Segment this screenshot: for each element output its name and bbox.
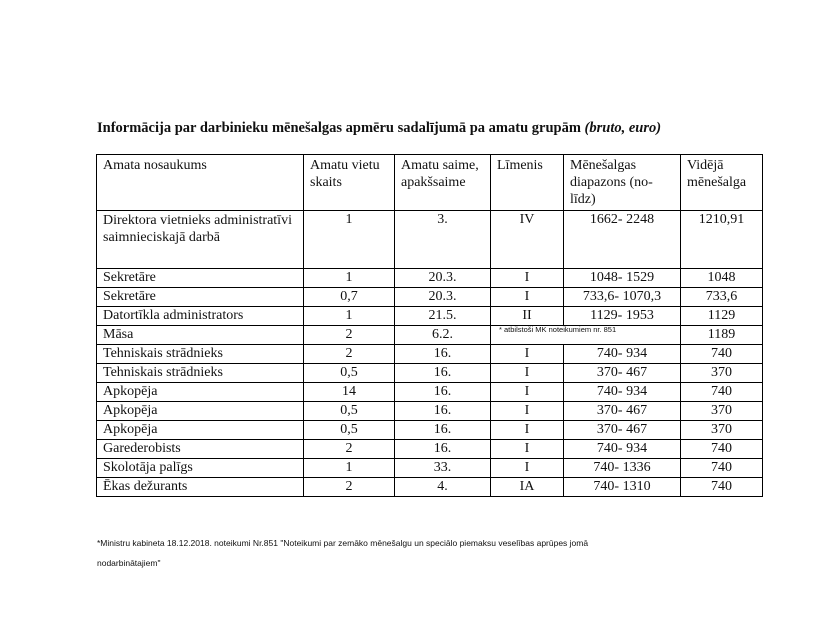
table-cell: Apkopēja (97, 421, 304, 440)
table-cell: 1048- 1529 (564, 269, 681, 288)
table-cell: 2 (304, 345, 395, 364)
table-row (97, 307, 763, 326)
table-cell: Apkopēja (97, 383, 304, 402)
table-cell: 740 (681, 478, 763, 497)
table-cell: 6.2. (395, 326, 491, 345)
title-text: Informācija par darbinieku mēnešalgas apmēru sadalījumā pa amatu grupām (97, 120, 581, 136)
table-cell: 740- 1310 (564, 478, 681, 497)
table-cell: 370- 467 (564, 421, 681, 440)
header-cell: Amatu saime, apakšsaime (395, 155, 491, 211)
table-cell: 0,7 (304, 288, 395, 307)
header-cell: Amata nosaukums (97, 155, 304, 211)
header-cell: Vidējā mēnešalga (681, 155, 763, 211)
table-cell: 1 (304, 269, 395, 288)
masa-note: * atbilstoši MK noteikumiem nr. 851 (499, 325, 617, 334)
table-cell: 740 (681, 459, 763, 478)
table-cell: IA (491, 478, 564, 497)
table-cell: I (491, 440, 564, 459)
document-title (97, 120, 661, 137)
table-cell: 1048 (681, 269, 763, 288)
table-row (97, 269, 763, 288)
header-cell: Līmenis (491, 155, 564, 211)
table-cell: Garederobists (97, 440, 304, 459)
table-row (97, 345, 763, 364)
table-cell: 16. (395, 421, 491, 440)
table-cell: 740 (681, 383, 763, 402)
table-row (97, 211, 763, 269)
table-cell: 16. (395, 383, 491, 402)
table-cell: I (491, 364, 564, 383)
table-cell: 2 (304, 478, 395, 497)
table-cell: I (491, 345, 564, 364)
table-cell: 1129- 1953 (564, 307, 681, 326)
table-cell: 740- 934 (564, 440, 681, 459)
table-cell: 4. (395, 478, 491, 497)
table-body (97, 211, 763, 497)
table-cell: 0,5 (304, 364, 395, 383)
table-cell: 1662- 2248 (564, 211, 681, 269)
table-cell: 740 (681, 345, 763, 364)
table-cell: 0,5 (304, 402, 395, 421)
table-cell: Apkopēja (97, 402, 304, 421)
table-cell: 740- 1336 (564, 459, 681, 478)
table-cell: I (491, 421, 564, 440)
footnote-line-1: *Ministru kabineta 18.12.2018. noteikumi Nr.851 "Noteikumi par zemāko mēnešalgu un speciālo piemaksu veselības aprūpes jomā (97, 538, 589, 548)
table-cell: 3. (395, 211, 491, 269)
table-cell: 740- 934 (564, 345, 681, 364)
table-cell: I (491, 459, 564, 478)
table-cell: Tehniskais strādnieks (97, 345, 304, 364)
table-cell: 16. (395, 440, 491, 459)
table-cell: Skolotāja palīgs (97, 459, 304, 478)
table-cell: 370 (681, 421, 763, 440)
table-cell: Direktora vietnieks administratīvi saimnieciskajā darbā (97, 211, 304, 269)
table-cell: 16. (395, 364, 491, 383)
table-cell: Sekretāre (97, 269, 304, 288)
header-cell: Mēnešalgas diapazons (no-līdz) (564, 155, 681, 211)
table-cell: Sekretāre (97, 288, 304, 307)
header-cell: Amatu vietu skaits (304, 155, 395, 211)
footnote-line-2: nodarbinātajiem" (97, 558, 161, 568)
table-row (97, 383, 763, 402)
table-cell: 1 (304, 211, 395, 269)
table-cell: II (491, 307, 564, 326)
table-cell: Māsa (97, 326, 304, 345)
table-cell: 33. (395, 459, 491, 478)
table-cell: Ēkas dežurants (97, 478, 304, 497)
table-cell: 740- 934 (564, 383, 681, 402)
table-row (97, 402, 763, 421)
header-row (97, 155, 763, 211)
table-cell: 733,6- 1070,3 (564, 288, 681, 307)
table-cell: Datortīkla administrators (97, 307, 304, 326)
table-cell: 740 (681, 440, 763, 459)
table-cell: 370 (681, 402, 763, 421)
table-row (97, 440, 763, 459)
table-cell: 1129 (681, 307, 763, 326)
table-cell: 20.3. (395, 288, 491, 307)
table-cell: 733,6 (681, 288, 763, 307)
table-cell: 370- 467 (564, 402, 681, 421)
table-cell: 16. (395, 345, 491, 364)
table-cell: 2 (304, 440, 395, 459)
table-cell: I (491, 402, 564, 421)
table-cell: 0,5 (304, 421, 395, 440)
table-cell: 14 (304, 383, 395, 402)
masa-note-cell (491, 326, 681, 345)
table-cell: 1189 (681, 326, 763, 345)
table-cell: 370 (681, 364, 763, 383)
table-cell: I (491, 269, 564, 288)
table-cell: 1210,91 (681, 211, 763, 269)
table-cell: I (491, 288, 564, 307)
table-cell: Tehniskais strādnieks (97, 364, 304, 383)
table-row (97, 288, 763, 307)
table-cell: 370- 467 (564, 364, 681, 383)
table-cell: 2 (304, 326, 395, 345)
table-row (97, 421, 763, 440)
table-row (97, 459, 763, 478)
salary-table (96, 154, 763, 497)
table-cell: 1 (304, 459, 395, 478)
table-cell: 1 (304, 307, 395, 326)
table-cell: 16. (395, 402, 491, 421)
table-cell: 21.5. (395, 307, 491, 326)
title-italic: (bruto, euro) (584, 120, 662, 136)
table-cell: IV (491, 211, 564, 269)
table-cell: I (491, 383, 564, 402)
table-cell: 20.3. (395, 269, 491, 288)
table-row (97, 326, 763, 345)
table-row (97, 478, 763, 497)
table-row (97, 364, 763, 383)
